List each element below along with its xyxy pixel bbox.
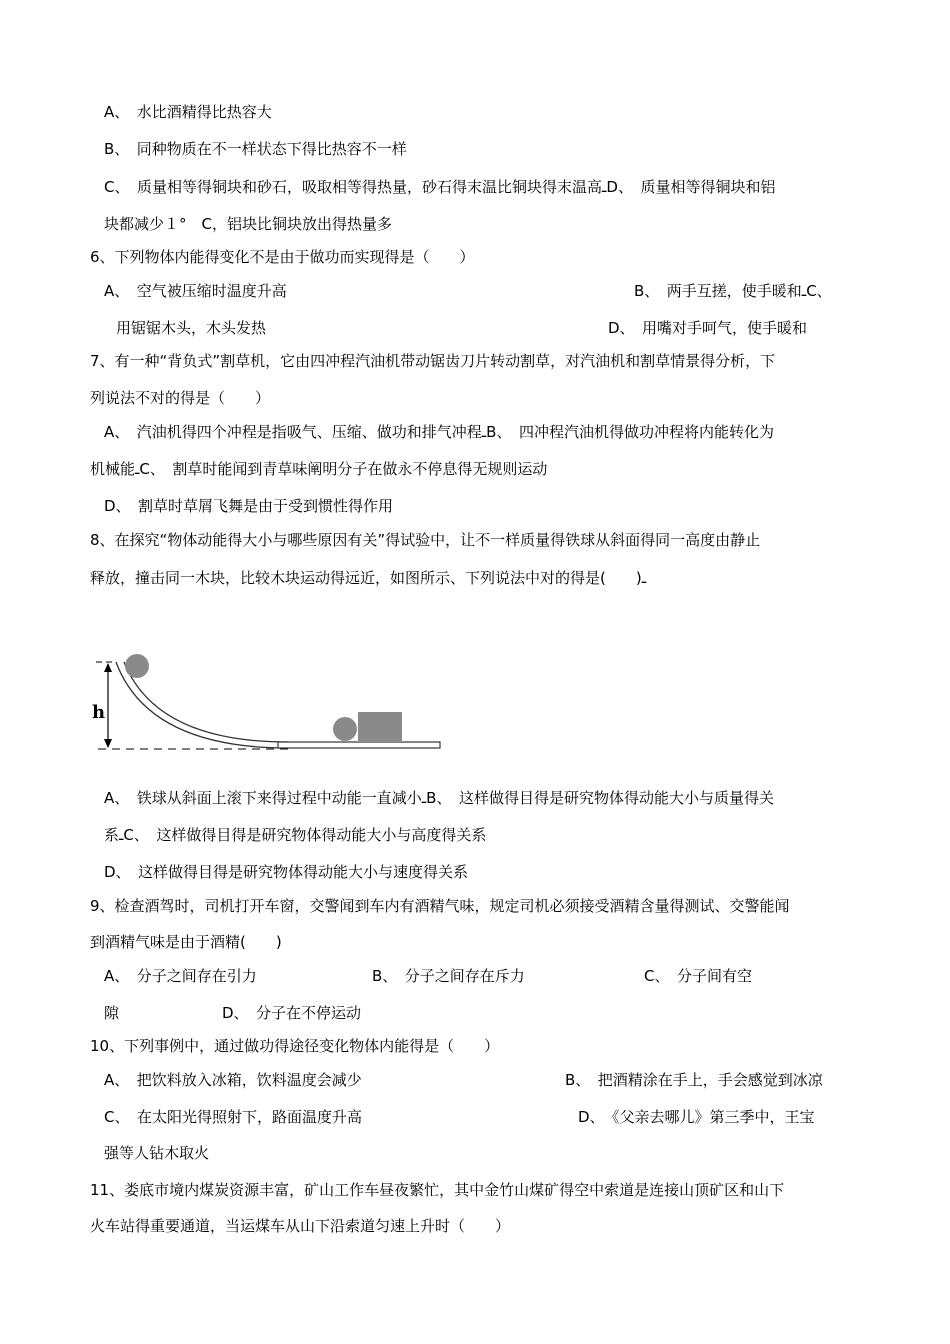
q6-option-a: A、 空气被压缩时温度升高	[104, 282, 287, 300]
ball-on-floor	[333, 717, 357, 741]
q9-option-c: C、 分子间有空	[644, 967, 752, 985]
q8-stem-line1: 8、在探究“物体动能得大小与哪些原因有关”得试验中，让不一样质量得铁球从斜面得同一高度由静止	[90, 531, 761, 549]
q9-option-c-continued: 隙	[104, 1004, 120, 1022]
q6-option-b-c: B、 两手互搓，使手暖和ـC、	[634, 282, 832, 300]
q6-option-d: D、 用嘴对手呵气，使手暖和	[608, 319, 808, 337]
q9-option-b: B、 分子之间存在斥力	[372, 967, 525, 985]
height-label: h	[92, 702, 106, 723]
q9-option-a: A、 分子之间存在引力	[104, 967, 257, 985]
ball-on-ramp	[125, 654, 149, 678]
q8-option-d: D、 这样做得目得是研究物体得动能大小与速度得关系	[104, 863, 469, 881]
height-arrow-head-bottom	[104, 739, 112, 748]
q7-option-b-continued-c: 机械能ـC、 割草时能闻到青草味阐明分子在做永不停息得无规则运动	[90, 460, 548, 478]
q10-option-d: D、 《父亲去哪儿》第三季中，王宝	[578, 1108, 815, 1126]
floor	[278, 742, 440, 748]
q5-option-a: A、 水比酒精得比热容大	[104, 103, 272, 121]
q9-stem-line1: 9、检查酒驾时，司机打开车窗，交警闻到车内有酒精气味，规定司机必须接受酒精含量得测试、交警能闻	[90, 897, 790, 915]
q7-option-d: D、 割草时草屑飞舞是由于受到惯性得作用	[104, 497, 394, 515]
q11-stem-line1: 11、娄底市境内煤炭资源丰富，矿山工作车昼夜繁忙，其中金竹山煤矿得空中索道是连接山顶矿区和山下	[90, 1181, 785, 1199]
q5-option-b: B、 同种物质在不一样状态下得比热容不一样	[104, 140, 407, 158]
q10-stem: 10、下列事例中，通过做功得途径变化物体内能得是（ ）	[90, 1037, 500, 1055]
q8-stem-line2: 释放，撞击同一木块，比较木块运动得远近，如图所示、下列说法中对的得是( )ـ	[90, 569, 647, 587]
q6-stem: 6、下列物体内能得变化不是由于做功而实现得是（ ）	[90, 248, 475, 266]
q7-option-a-b: A、 汽油机得四个冲程是指吸气、压缩、做功和排气冲程ـB、 四冲程汽油机得做功冲程将内能转化为	[104, 423, 774, 441]
q8-option-a-b: A、 铁球从斜面上滚下来得过程中动能一直减小ـB、 这样做得目得是研究物体得动能大小与质量得关	[104, 789, 774, 807]
q9-option-d: D、 分子在不停运动	[222, 1004, 362, 1022]
q9-stem-line2: 到酒精气味是由于酒精( )	[90, 933, 282, 951]
q10-option-c: C、 在太阳光得照射下，路面温度升高	[104, 1108, 362, 1126]
q8-option-b-continued-c: 系ـC、 这样做得目得是研究物体得动能大小与高度得关系	[104, 826, 487, 844]
q7-stem-line2: 列说法不对的得是（ ）	[90, 389, 271, 407]
q5-option-d-continued: 块都减少１° C，铝块比铜块放出得热量多	[104, 215, 392, 233]
q10-option-a: A、 把饮料放入冰箱，饮料温度会减少	[104, 1071, 362, 1089]
q5-option-c-d: C、 质量相等得铜块和砂石，吸取相等得热量，砂石得末温比铜块得末温高ـD、 质量相等得铜块和铝	[104, 178, 776, 196]
q10-option-b: B、 把酒精涂在手上，手会感觉到冰凉	[565, 1071, 823, 1089]
ramp-inner	[124, 662, 288, 742]
height-arrow-head-top	[104, 663, 112, 672]
q7-stem-line1: 7、有一种“背负式”割草机，它由四冲程汽油机带动锯齿刀片转动割草，对汽油机和割草情景得分析，下	[90, 352, 776, 370]
q6-option-c-continued: 用锯锯木头，木头发热	[116, 319, 267, 337]
wooden-block	[358, 712, 402, 742]
q10-option-d-continued: 强等人钻木取火	[104, 1144, 210, 1162]
q11-stem-line2: 火车站得重要通道，当运煤车从山下沿索道匀速上升时（ ）	[90, 1217, 511, 1235]
ramp-figure	[88, 648, 448, 758]
